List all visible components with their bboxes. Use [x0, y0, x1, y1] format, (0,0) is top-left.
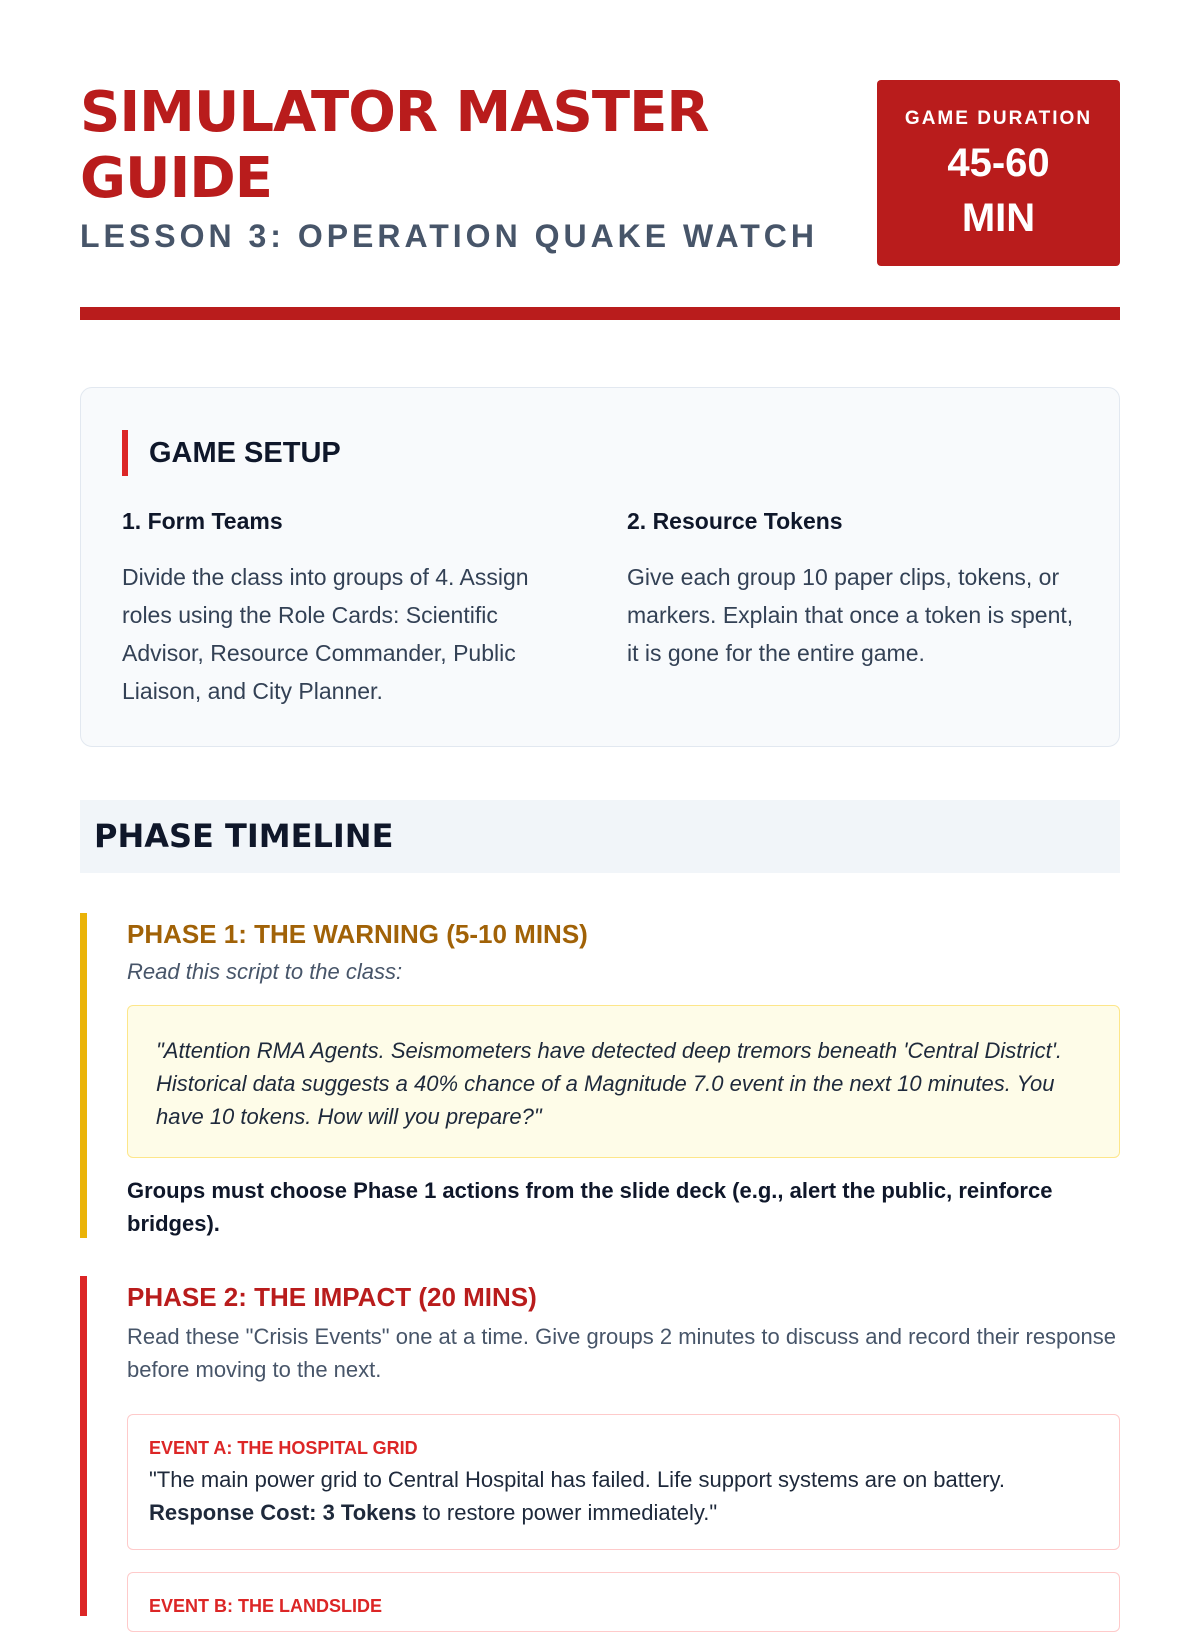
phase-1-intro: Read this script to the class: [127, 959, 403, 984]
setup-step-text: Divide the class into groups of 4. Assign roles using the Role Cards: Scientific Advisor, Resource Commander, Public Liaison, and City Planner. [122, 564, 529, 704]
event-card-hospital-grid [127, 1414, 1120, 1550]
event-card-landslide [127, 1572, 1120, 1632]
event-text [149, 1463, 1098, 1529]
setup-step-title: 1. Form Teams [122, 508, 283, 534]
event-cost-label: Response Cost: 3 Tokens [149, 1500, 417, 1525]
duration-label: GAME DURATION [904, 108, 1093, 129]
setup-step-resource-tokens [627, 506, 1082, 672]
phase-2-section [80, 1276, 1120, 1616]
phase-2-title: PHASE 2: THE IMPACT (20 MINS) [127, 1282, 537, 1312]
event-title: EVENT B: THE LANDSLIDE [149, 1596, 383, 1616]
phase-1-instruction: Groups must choose Phase 1 actions from the slide deck (e.g., alert the public, reinforce bridges). [127, 1178, 1053, 1236]
phase-timeline-heading: PHASE TIMELINE [94, 817, 394, 855]
phase-1-section [80, 913, 1120, 1238]
event-description: "The main power grid to Central Hospital has failed. Life support systems are on battery. [149, 1467, 1006, 1492]
phase-2-intro: Read these "Crisis Events" one at a time. Give groups 2 minutes to discuss and record their response before moving to the next. [127, 1324, 1116, 1382]
page-title: SIMULATOR MASTER GUIDE [80, 80, 709, 211]
setup-step-title: 2. Resource Tokens [627, 508, 843, 534]
header [80, 80, 1120, 280]
event-title: EVENT A: THE HOSPITAL GRID [149, 1438, 418, 1458]
setup-step-form-teams [122, 506, 542, 710]
duration-value: 45-60 MIN [947, 141, 1050, 240]
game-setup-card [80, 387, 1120, 747]
header-divider [80, 307, 1120, 320]
event-cost-text: to restore power immediately." [416, 1500, 718, 1525]
duration-badge [877, 80, 1120, 266]
phase-timeline-banner [80, 800, 1120, 873]
setup-step-text: Give each group 10 paper clips, tokens, or markers. Explain that once a token is spent, it is gone for the entire game. [627, 564, 1074, 666]
phase-1-script: "Attention RMA Agents. Seismometers have detected deep tremors beneath 'Central District'. Historical data suggests a 40% chance of a Magnitude 7.0 event in the next 10 minutes. You have 10 tokens. How will you prepare?" [127, 1005, 1120, 1158]
setup-heading: GAME SETUP [122, 430, 341, 476]
page-subtitle: LESSON 3: OPERATION QUAKE WATCH [80, 218, 818, 254]
phase-1-title: PHASE 1: THE WARNING (5-10 MINS) [127, 919, 588, 949]
